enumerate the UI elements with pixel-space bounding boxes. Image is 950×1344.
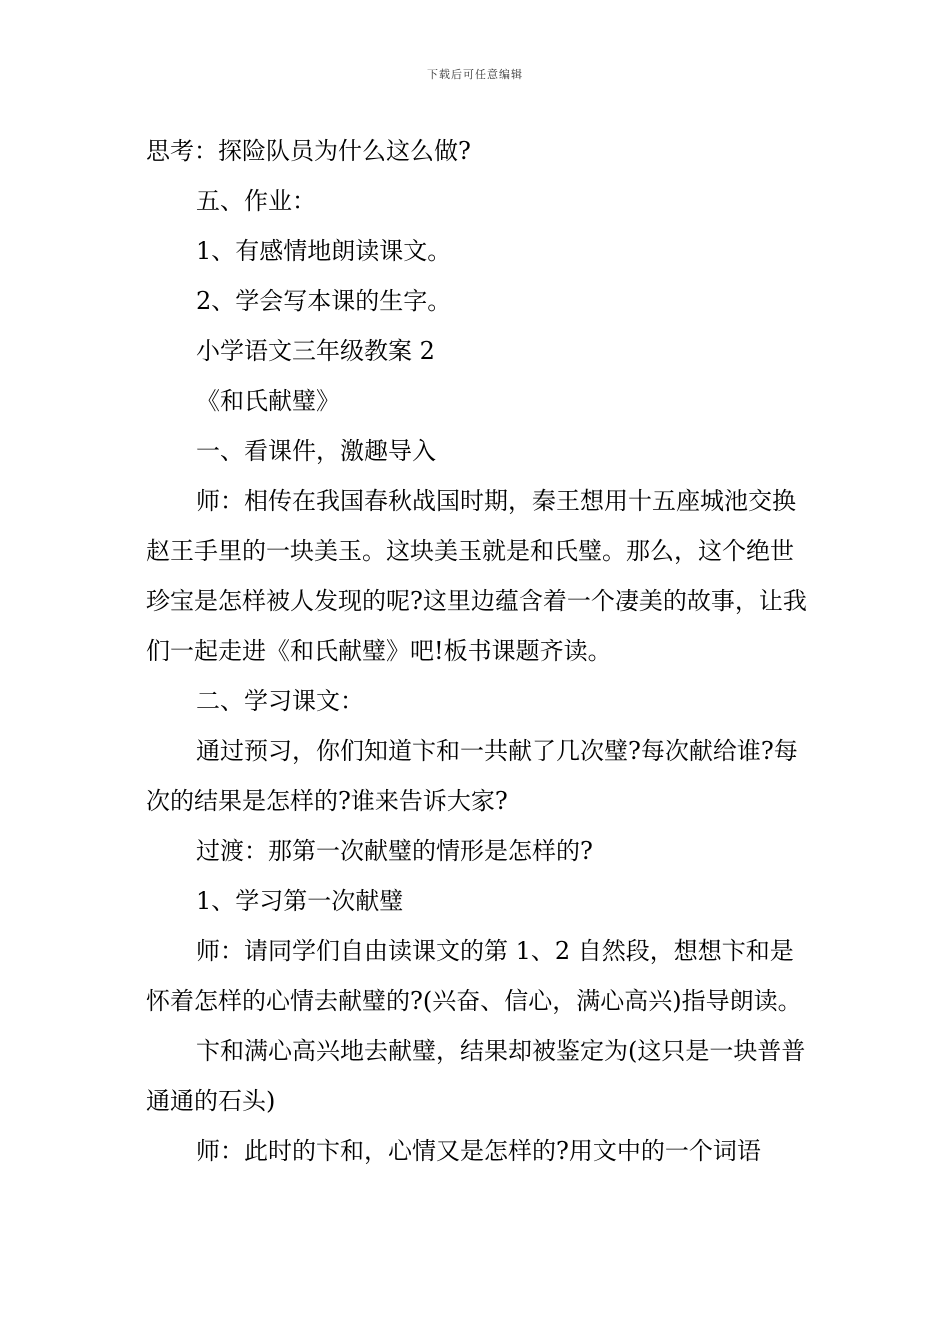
paragraph: 通过预习，你们知道卞和一共献了几次璧?每次献给谁?每次的结果是怎样的?谁来告诉大家? (146, 737, 798, 815)
header-note: 下载后可任意编辑 (427, 68, 523, 81)
section-heading: 一、看课件，激趣导入 (196, 437, 436, 465)
list-item: 1、有感情地朗读课文。 (196, 237, 452, 265)
paragraph: 师：请同学们自由读课文的第 1、2 自然段，想想卞和是怀着怎样的心情去献璧的?(兴奋、信心，满心高兴)指导朗读。 (146, 937, 802, 1015)
section-heading: 二、学习课文： (196, 687, 364, 715)
list-item: 1、学习第一次献璧 (196, 887, 404, 915)
section-heading: 五、作业： (196, 187, 316, 215)
paragraph: 过渡：那第一次献璧的情形是怎样的? (196, 837, 593, 865)
paragraph: 师：此时的卞和，心情又是怎样的?用文中的一个词语 (196, 1137, 761, 1165)
paragraph: 卞和满心高兴地去献璧，结果却被鉴定为(这只是一块普普通通的石头) (146, 1037, 806, 1115)
list-item: 2、学会写本课的生字。 (196, 287, 452, 315)
paragraph: 思考：探险队员为什么这么做? (146, 137, 471, 165)
text-title: 《和氏献璧》 (196, 387, 340, 415)
paragraph: 师：相传在我国春秋战国时期，秦王想用十五座城池交换赵王手里的一块美玉。这块美玉就是和氏璧。那么，这个绝世珍宝是怎样被人发现的呢?这里边蕴含着一个凄美的故事，让我们一起走进《和氏献璧》吧!板书课题齐读。 (146, 487, 807, 665)
lesson-title: 小学语文三年级教案 2 (196, 337, 435, 365)
document-body (146, 126, 810, 1176)
